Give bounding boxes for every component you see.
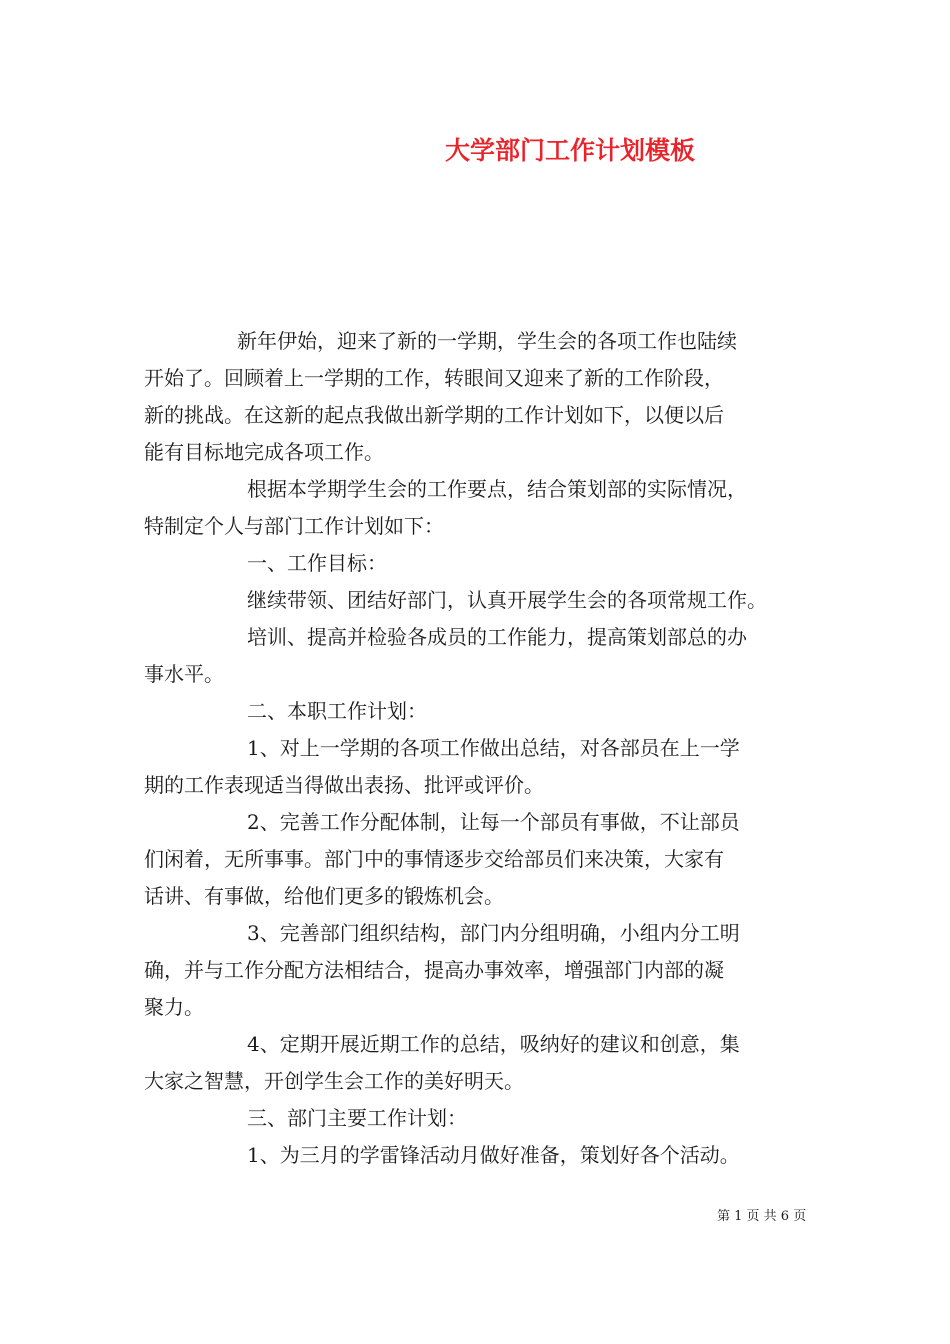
- paragraph-line: 2、完善工作分配体制，让每一个部员有事做，不让部员: [247, 810, 740, 834]
- paragraph-line: 大家之智慧，开创学生会工作的美好明天。: [144, 1069, 524, 1093]
- paragraph-line: 3、完善部门组织结构，部门内分组明确，小组内分工明: [247, 921, 740, 945]
- paragraph-line: 话讲、有事做，给他们更多的锻炼机会。: [144, 884, 504, 908]
- paragraph-line: 确，并与工作分配方法相结合，提高办事效率，增强部门内部的凝: [144, 958, 724, 982]
- paragraph-line: 新年伊始，迎来了新的一学期，学生会的各项工作也陆续: [237, 329, 737, 353]
- paragraph-line: 根据本学期学生会的工作要点，结合策划部的实际情况，: [247, 477, 747, 501]
- paragraph-line: 1、对上一学期的各项工作做出总结，对各部员在上一学: [247, 736, 740, 760]
- paragraph-line: 们闲着，无所事事。部门中的事情逐步交给部员们来决策，大家有: [144, 847, 724, 871]
- paragraph-line: 能有目标地完成各项工作。: [144, 440, 384, 464]
- paragraph-line: 继续带领、团结好部门，认真开展学生会的各项常规工作。: [247, 588, 767, 612]
- paragraph-line: 开始了。回顾着上一学期的工作，转眼间又迎来了新的工作阶段，: [144, 366, 724, 390]
- paragraph-line: 聚力。: [144, 995, 204, 1019]
- section-heading: 一、工作目标：: [247, 551, 387, 575]
- paragraph-line: 培训、提高并检验各成员的工作能力，提高策划部总的办: [247, 625, 747, 649]
- paragraph-line: 1、为三月的学雷锋活动月做好准备，策划好各个活动。: [247, 1143, 740, 1167]
- paragraph-line: 4、定期开展近期工作的总结，吸纳好的建议和创意，集: [247, 1032, 740, 1056]
- section-heading: 三、部门主要工作计划：: [247, 1106, 467, 1130]
- paragraph-line: 新的挑战。在这新的起点我做出新学期的工作计划如下，以便以后: [144, 403, 724, 427]
- paragraph-line: 期的工作表现适当得做出表扬、批评或评价。: [144, 773, 544, 797]
- paragraph-line: 事水平。: [144, 662, 224, 686]
- document-title: 大学部门工作计划模板: [445, 136, 696, 165]
- paragraph-line: 特制定个人与部门工作计划如下：: [144, 514, 444, 538]
- section-heading: 二、本职工作计划：: [247, 699, 427, 723]
- page-number: 第 1 页 共 6 页: [717, 1209, 807, 1224]
